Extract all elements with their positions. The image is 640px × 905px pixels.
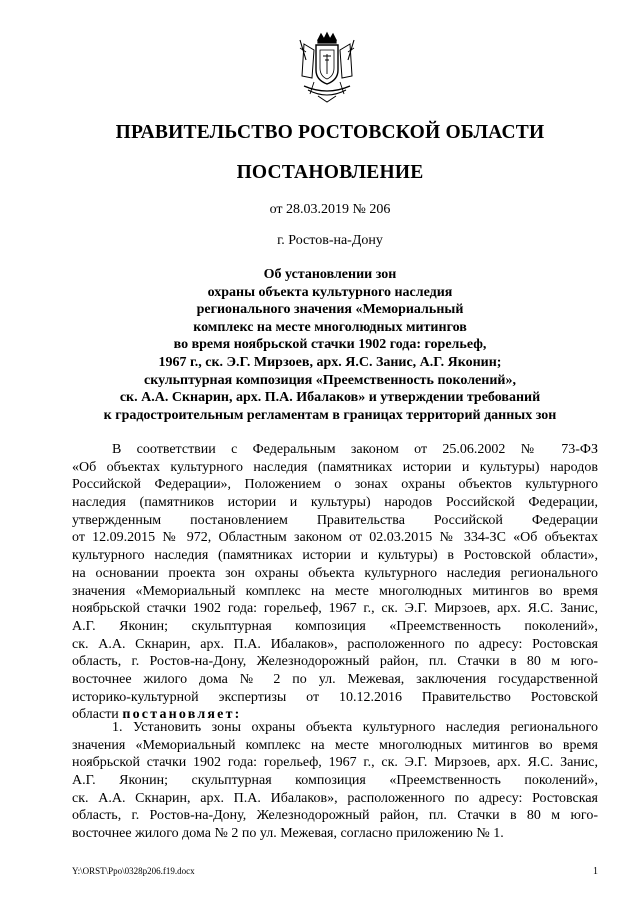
footer-page-number: 1	[593, 866, 598, 877]
subject-line: охраны объекта культурного наследия	[207, 284, 453, 300]
document-city: г. Ростов-на-Дону	[277, 233, 383, 248]
preamble-line: от 12.09.2015 № 972, Областным законом от 02.03.2015 № 334-ЗС «Об объектах	[72, 530, 598, 546]
preamble-line: на основании проекта зон охраны объекта культурного наследия регионального	[72, 565, 598, 581]
item-line: значения «Мемориальный комплекс на месте многолюдных митингов во время	[72, 737, 598, 753]
subject-line: комплекс на месте многолюдных митингов	[193, 319, 467, 335]
subject-line: ск. А.А. Скнарин, арх. П.А. Ибалаков» и утверждении требований	[119, 390, 541, 406]
document-subject	[60, 266, 600, 424]
preamble-line: области постановляет:	[72, 707, 242, 723]
coat-of-arms-icon	[296, 30, 358, 104]
subject-line: Об установлении зон	[263, 267, 397, 282]
item-line: область, г. Ростов-на-Дону, Железнодорожный район, пл. Стачки в 80 м юго-	[72, 808, 598, 824]
item-line: 1. Установить зоны охраны объекта культурного наследия регионального	[112, 720, 598, 735]
item-line: ноябрьской стачки 1902 года: горельеф, 1967 г., ск. Э.Г. Мирзоев, арх. Я.С. Занис,	[72, 755, 598, 771]
preamble-line: «Об объектах культурного наследия (памятниках истории и культуры) народов	[72, 459, 598, 475]
preamble-line: А.Г. Яконин; скульптурная композиция «Преемственность поколений»,	[72, 618, 598, 634]
preamble-line: восточнее жилого дома № 2 по ул. Межевая, заключения государственной	[72, 671, 598, 687]
document-type: ПОСТАНОВЛЕНИЕ	[236, 162, 424, 183]
item-line: ск. А.А. Скнарин, арх. П.А. Ибалаков», расположенного по адресу: Ростовская	[72, 790, 598, 806]
subject-line: к градостроительным регламентам в границах территорий данных зон	[103, 407, 557, 423]
item-1-paragraph	[72, 719, 598, 843]
preamble-line: область, г. Ростов-на-Дону, Железнодорожный район, пл. Стачки в 80 м юго-	[72, 654, 598, 670]
preamble-paragraph	[72, 441, 598, 724]
government-name: ПРАВИТЕЛЬСТВО РОСТОВСКОЙ ОБЛАСТИ	[115, 122, 545, 143]
item-line: восточнее жилого дома № 2 по ул. Межевая, согласно приложению № 1.	[72, 826, 504, 842]
preamble-line: ноябрьской стачки 1902 года: горельеф, 1967 г., ск. Э.Г. Мирзоев, арх. Я.С. Занис,	[72, 601, 598, 617]
subject-line: скульптурная композиция «Преемственность поколений»,	[144, 372, 516, 388]
preamble-line: историко-культурной экспертизы от 10.12.2016 Правительство Ростовской	[72, 689, 598, 705]
subject-line: во время ноябрьской стачки 1902 года: горельеф,	[173, 337, 487, 353]
footer-file-path: Y:\ORST\Ppo\0328p206.f19.docx	[72, 866, 195, 876]
preamble-line: утвержденным постановлением Правительства Российской Федерации	[72, 512, 598, 528]
document-date-number: от 28.03.2019 № 206	[269, 202, 391, 217]
preamble-line: Российской Федерации», Положением о зонах охраны объектов культурного	[72, 477, 598, 493]
preamble-line: наследия (памятников истории и культуры) народов Российской Федерации,	[72, 495, 598, 511]
preamble-line: значения «Мемориальный комплекс на месте многолюдных митингов во время	[72, 583, 598, 599]
resolves-word: постановляет:	[122, 707, 242, 723]
preamble-line: В соответствии с Федеральным законом от 25.06.2002 № 73-ФЗ	[112, 442, 598, 457]
subject-line: 1967 г., ск. Э.Г. Мирзоев, арх. Я.С. Занис, А.Г. Яконин;	[158, 354, 502, 370]
preamble-line: ск. А.А. Скнарин, арх. П.А. Ибалаков», расположенного по адресу: Ростовская	[72, 636, 598, 652]
item-line: А.Г. Яконин; скульптурная композиция «Преемственность поколений»,	[72, 773, 598, 789]
preamble-line: культурного наследия (памятниках истории и культуры) в Ростовской области»,	[72, 548, 598, 564]
subject-line: регионального значения «Мемориальный	[196, 302, 464, 318]
